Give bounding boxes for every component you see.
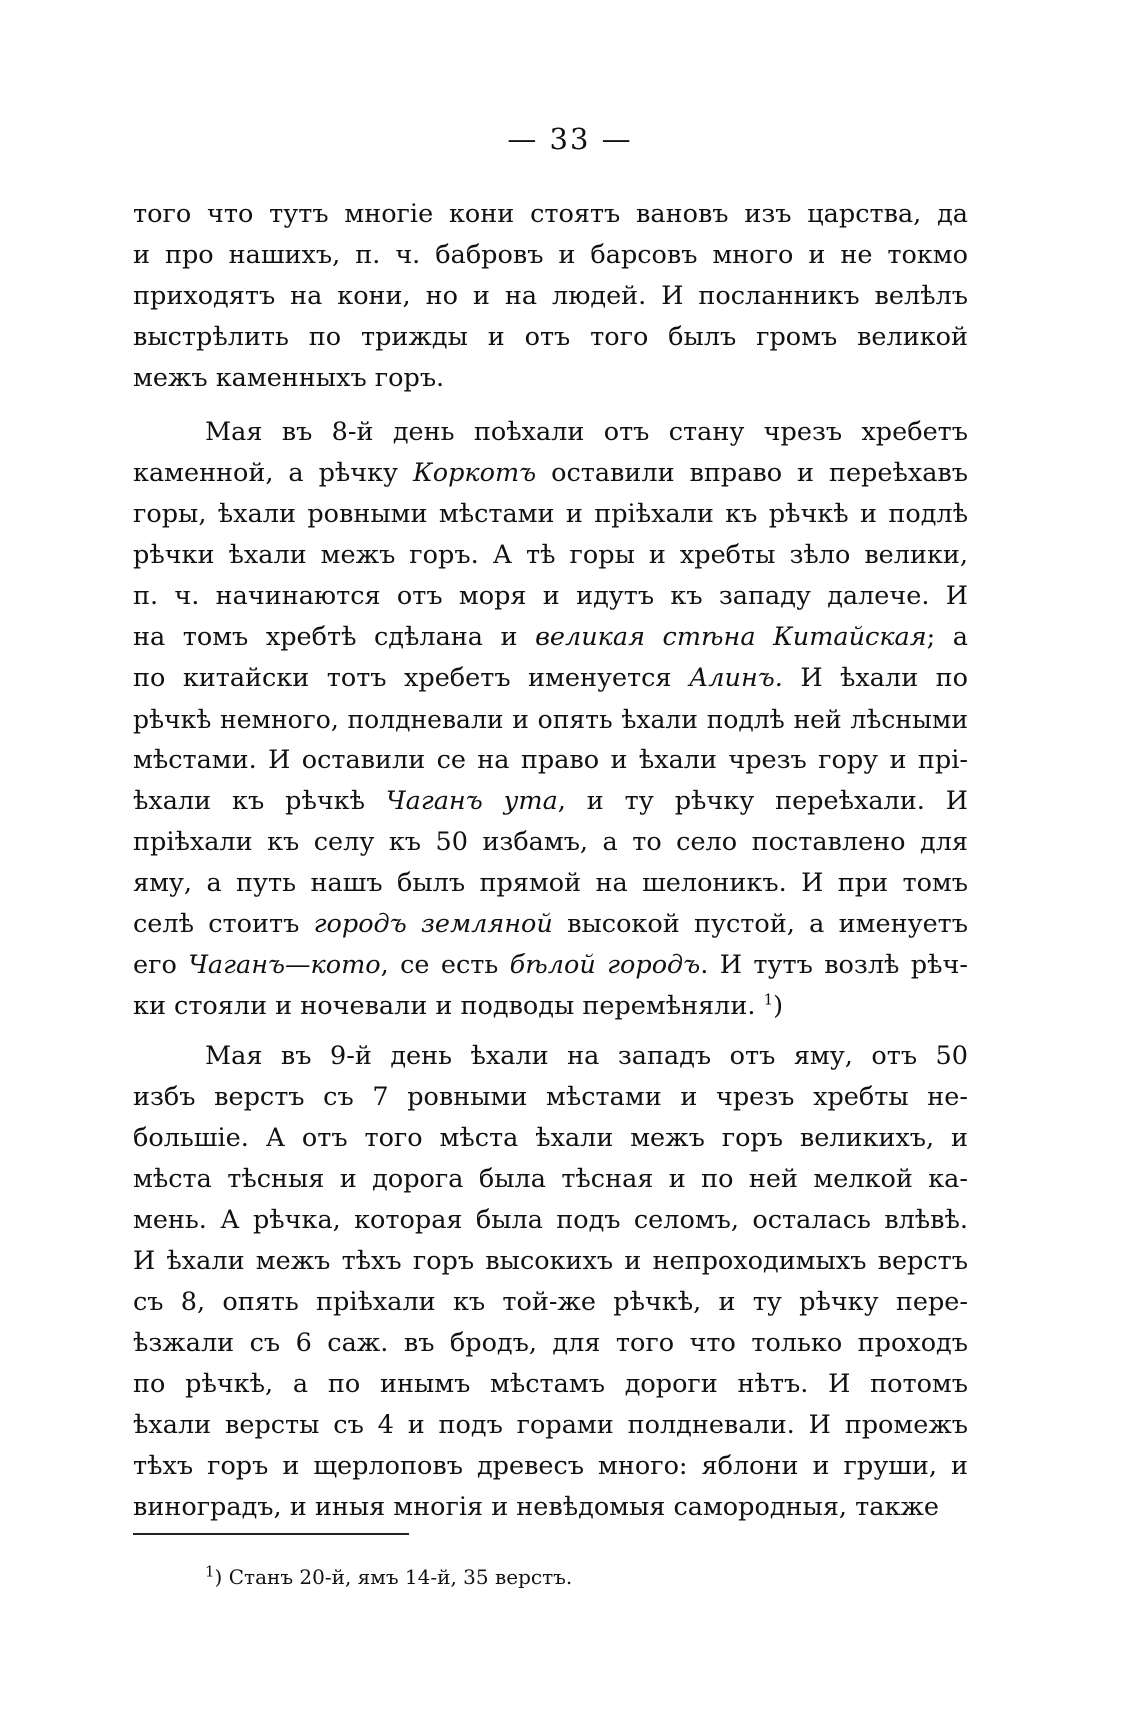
text-run: по рѣчкѣ, а по инымъ мѣстамъ дороги нѣтъ. И потомъ bbox=[133, 1369, 968, 1399]
text-run: И ѣхали межъ тѣхъ горъ высокихъ и непроходимыхъ верстъ bbox=[133, 1246, 968, 1276]
text-line bbox=[133, 235, 968, 276]
text-line bbox=[133, 781, 968, 822]
text-line bbox=[133, 1323, 968, 1364]
text-run: того что тутъ многіе кони стоятъ вановъ изъ царства, да bbox=[133, 199, 968, 229]
text-run: виноградъ, и иныя многія и невѣдомыя самородныя, также bbox=[133, 1492, 939, 1522]
text-run: каменной, а рѣчку bbox=[133, 458, 413, 488]
text-run: и про нашихъ, п. ч. бабровъ и барсовъ много и не токмо bbox=[133, 240, 968, 270]
text-run: оставили вправо и переѣхавъ bbox=[536, 458, 968, 488]
text-line bbox=[133, 1118, 968, 1159]
text-run: И ѣхали по bbox=[782, 663, 968, 693]
italic-text: Алинъ. bbox=[688, 663, 783, 693]
text-line bbox=[133, 412, 968, 453]
footnote-text: ) Станъ 20-й, ямъ 14-й, 35 верстъ. bbox=[214, 1565, 573, 1589]
text-line bbox=[133, 863, 968, 904]
text-line bbox=[133, 1036, 968, 1077]
text-run: . И тутъ возлѣ рѣч- bbox=[700, 950, 968, 980]
text-line bbox=[133, 494, 968, 535]
text-run: рѣчки ѣхали межъ горъ. А тѣ горы и хребты зѣло велики, bbox=[133, 540, 968, 570]
text-run: , се есть bbox=[380, 950, 510, 980]
text-run: мѣстами. И оставили се на право и ѣхали чрезъ гору и прі- bbox=[133, 745, 968, 775]
footnote-divider bbox=[133, 1533, 409, 1535]
text-line bbox=[133, 658, 968, 699]
italic-text: бѣлой городъ bbox=[509, 950, 701, 980]
text-line bbox=[133, 1446, 968, 1487]
italic-text: Чаганъ—кото bbox=[188, 950, 381, 980]
text-line bbox=[133, 1159, 968, 1200]
text-line bbox=[133, 1282, 968, 1323]
text-run: яму, а путь нашъ былъ прямой на шелоникъ. И при томъ bbox=[133, 868, 968, 898]
text-line bbox=[133, 1487, 968, 1528]
text-run: избъ верстъ съ 7 ровными мѣстами и чрезъ хребты не- bbox=[133, 1082, 968, 1112]
text-line bbox=[133, 535, 968, 576]
text-line bbox=[133, 986, 968, 1027]
text-line bbox=[133, 1200, 968, 1241]
paragraph-1 bbox=[133, 194, 968, 399]
text-run: Мая въ 8-й день поѣхали отъ стану чрезъ хребетъ bbox=[205, 417, 968, 447]
paragraph-3 bbox=[133, 1036, 968, 1528]
text-run: приходятъ на кони, но и на людей. И посланникъ велѣлъ bbox=[133, 281, 968, 311]
footnote-marker: 1 bbox=[205, 1562, 215, 1581]
text-run: ѣхали версты съ 4 и подъ горами полдневали. И промежъ bbox=[133, 1410, 968, 1440]
text-line bbox=[133, 740, 968, 781]
text-line bbox=[133, 276, 968, 317]
text-run: выстрѣлить по трижды и отъ того былъ громъ великой bbox=[133, 322, 968, 352]
footnote-reference: 1 bbox=[763, 990, 774, 1009]
text-line bbox=[133, 576, 968, 617]
italic-text: Чаганъ ута bbox=[385, 786, 558, 816]
text-run: п. ч. начинаются отъ моря и идутъ къ западу далече. И bbox=[133, 581, 968, 611]
text-line bbox=[133, 317, 968, 358]
italic-text: Коркотъ bbox=[413, 458, 537, 488]
text-run: мѣста тѣсныя и дорога была тѣсная и по ней мелкой ка- bbox=[133, 1164, 968, 1194]
text-run: большіе. А отъ того мѣста ѣхали межъ горъ великихъ, и bbox=[133, 1123, 968, 1153]
italic-text: городъ земляной bbox=[313, 909, 553, 939]
page-number: — 33 — bbox=[507, 122, 633, 156]
text-line bbox=[133, 904, 968, 945]
text-run: межъ каменныхъ горъ. bbox=[133, 363, 445, 393]
italic-text: великая стѣна Китайская bbox=[535, 622, 927, 652]
text-run: ѣхали къ рѣчкѣ bbox=[133, 786, 386, 816]
text-line bbox=[133, 699, 968, 740]
text-line bbox=[133, 1241, 968, 1282]
text-run: горы, ѣхали ровными мѣстами и пріѣхали къ рѣчкѣ и подлѣ bbox=[133, 499, 968, 529]
text-line bbox=[133, 1077, 968, 1118]
text-run: мень. А рѣчка, которая была подъ селомъ, осталась влѣвѣ. bbox=[133, 1205, 968, 1235]
text-run: ; а bbox=[926, 622, 968, 652]
text-run: рѣчкѣ немного, полдневали и опять ѣхали подлѣ ней лѣсными bbox=[133, 705, 968, 734]
text-run: на томъ хребтѣ сдѣлана и bbox=[133, 622, 536, 652]
text-run: Мая въ 9-й день ѣхали на западъ отъ яму, отъ 50 bbox=[205, 1041, 968, 1071]
paragraph-2 bbox=[133, 412, 968, 1027]
text-line bbox=[133, 945, 968, 986]
footnote bbox=[205, 1563, 572, 1591]
text-run: , и ту рѣчку переѣхали. И bbox=[557, 786, 968, 816]
text-line bbox=[133, 1405, 968, 1446]
text-run: по китайски тотъ хребетъ именуется bbox=[133, 663, 689, 693]
text-run: ѣзжали съ 6 саж. въ бродъ, для того что только проходъ bbox=[133, 1328, 968, 1358]
text-line bbox=[133, 358, 968, 399]
text-line bbox=[133, 822, 968, 863]
text-run: съ 8, опять пріѣхали къ той-же рѣчкѣ, и ту рѣчку пере- bbox=[133, 1287, 968, 1317]
text-run: его bbox=[133, 950, 189, 980]
text-line bbox=[133, 617, 968, 658]
text-run: тѣхъ горъ и щерлоповъ древесъ много: яблони и груши, и bbox=[133, 1451, 968, 1481]
text-run: пріѣхали къ селу къ 50 избамъ, а то село поставлено для bbox=[133, 827, 968, 857]
text-run: высокой пустой, а именуетъ bbox=[552, 909, 969, 939]
text-line bbox=[133, 1364, 968, 1405]
text-run: селѣ стоитъ bbox=[133, 909, 314, 939]
text-run: ки стояли и ночевали и подводы перемѣняли. bbox=[133, 991, 764, 1021]
text-line bbox=[133, 194, 968, 235]
text-run: ) bbox=[773, 991, 784, 1021]
text-line bbox=[133, 453, 968, 494]
